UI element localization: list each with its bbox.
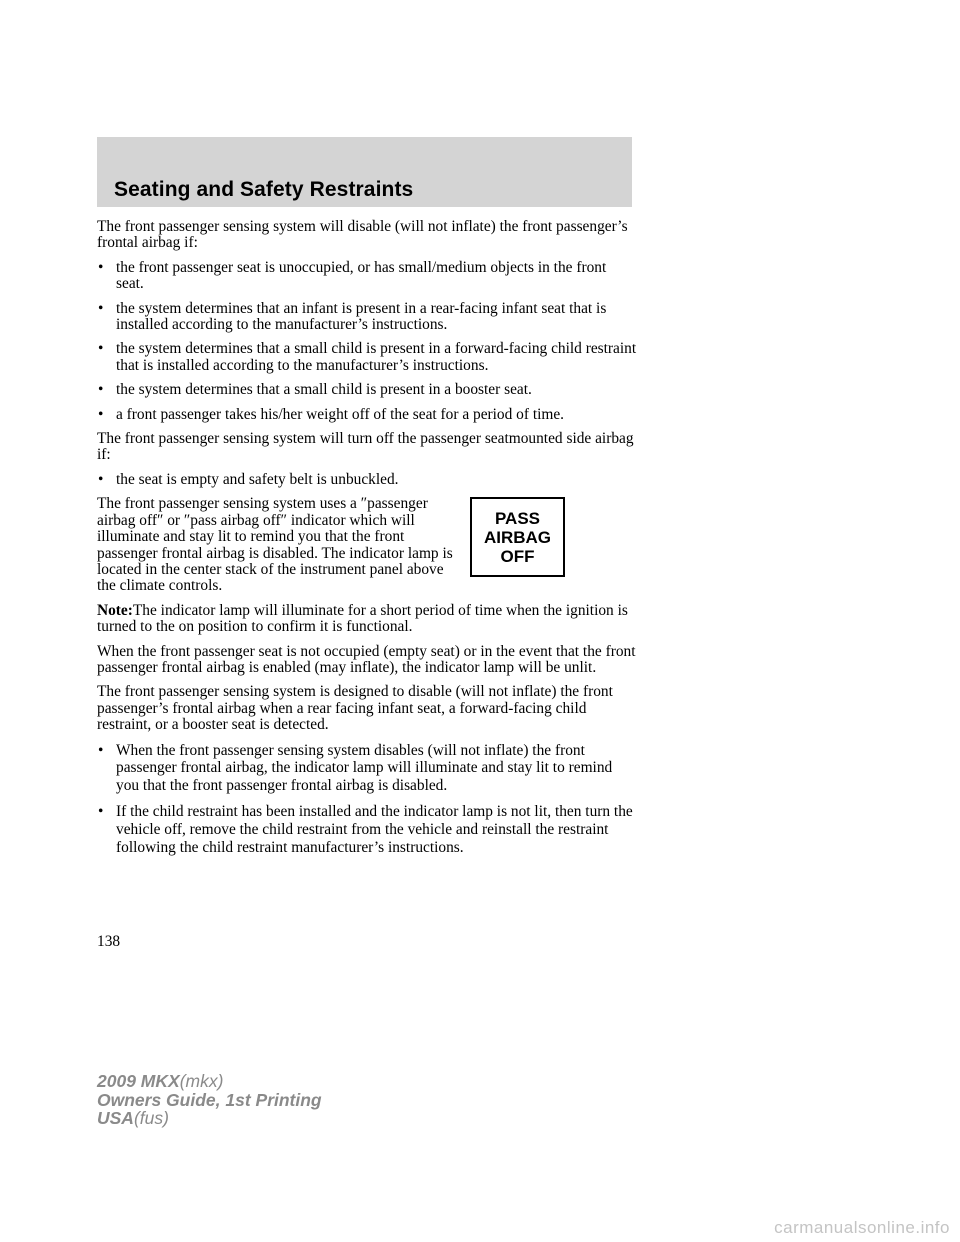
- footer-region-code: (fus): [133, 1108, 169, 1128]
- list-item: [97, 742, 637, 795]
- intro-frontal-paragraph: The front passenger sensing system will disable (will not inflate) the front passenger’s frontal airbag if:: [97, 218, 628, 252]
- indicator-paragraph: The front passenger sensing system uses a ″passenger airbag off″ or ″pass airbag off″ indicator which will illuminate and stay lit to remind you that the front passenger frontal airbag is disabled. The indicator lamp is located in the center stack of the instrument panel above the climate controls.: [97, 495, 453, 595]
- bullet-icon: •: [98, 741, 104, 759]
- watermark: carmanualsonline.info: [774, 1218, 950, 1237]
- list-item: [97, 472, 637, 488]
- bullet-icon: •: [98, 340, 104, 358]
- indicator-line: AIRBAG: [483, 527, 552, 547]
- list-item-text: the system determines that an infant is present in a rear-facing infant seat that is installed according to the manufacturer’s instructions.: [116, 299, 607, 334]
- page-number: 138: [97, 933, 121, 950]
- footer-model-code: (mkx): [179, 1071, 224, 1091]
- list-item: [97, 341, 637, 374]
- footer-region: USA: [97, 1108, 134, 1128]
- footer-model: 2009 MKX: [97, 1071, 180, 1091]
- list-item-text: If the child restraint has been installed and the indicator lamp is not lit, then turn the vehicle off, remove the child restraint from the vehicle and reinstall the restraint following the child restraint manufacturer’s instructions.: [116, 802, 633, 856]
- bullet-icon: •: [98, 405, 104, 423]
- list-item-text: the system determines that a small child is present in a forward-facing child restraint that is installed according to the manufacturer’s instructions.: [116, 340, 637, 374]
- list-item: [97, 407, 637, 423]
- design-paragraph: The front passenger sensing system is designed to disable (will not inflate) the front passenger’s frontal airbag when a rear facing infant seat, a forward-facing child restraint, or a booster seat is detected.: [97, 683, 613, 734]
- bullet-icon: •: [98, 258, 104, 276]
- bullet-icon: •: [98, 470, 104, 488]
- unoccupied-paragraph: When the front passenger seat is not occupied (empty seat) or in the event that the front passenger frontal airbag is enabled (may inflate), the indicator lamp will be unlit.: [97, 642, 636, 676]
- intro-side-paragraph: The front passenger sensing system will turn off the passenger seatmounted side airbag if:: [97, 430, 634, 464]
- note-label: Note:: [97, 601, 133, 619]
- list-item: [97, 803, 637, 856]
- footer-model-line: [97, 1072, 322, 1091]
- bullet-icon: •: [98, 299, 104, 317]
- footer-region-line: [97, 1109, 322, 1128]
- footer-edition: [97, 1072, 322, 1128]
- section-header: [97, 137, 632, 207]
- indicator-section: [97, 496, 637, 594]
- note-text: The indicator lamp will illuminate for a short period of time when the ignition is turned to the on position to confirm it is functional.: [97, 601, 628, 636]
- indicator-line: OFF: [500, 546, 535, 566]
- list-item-text: the seat is empty and safety belt is unbuckled.: [116, 470, 399, 488]
- footer-guide: Owners Guide, 1st Printing: [97, 1089, 322, 1110]
- bullet-icon: •: [98, 802, 104, 820]
- list-item: [97, 301, 637, 334]
- indicator-line: PASS: [494, 508, 541, 528]
- list-item-text: When the front passenger sensing system disables (will not inflate) the front passenger frontal airbag, the indicator lamp will illuminate and stay lit to remind you that the front passenger frontal airbag is disabled.: [116, 741, 613, 795]
- section-title: Seating and Safety Restraints: [114, 178, 414, 201]
- page-content: [97, 219, 637, 864]
- bullet-icon: •: [98, 381, 104, 399]
- list-item-text: the front passenger seat is unoccupied, or has small/medium objects in the front seat.: [116, 258, 607, 293]
- list-item-text: the system determines that a small child is present in a booster seat.: [116, 381, 532, 399]
- list-item-text: a front passenger takes his/her weight off of the seat for a period of time.: [116, 405, 565, 423]
- pass-airbag-off-indicator: [470, 497, 565, 577]
- list-item: [97, 382, 637, 398]
- note-paragraph: [97, 603, 637, 636]
- list-item: [97, 260, 637, 293]
